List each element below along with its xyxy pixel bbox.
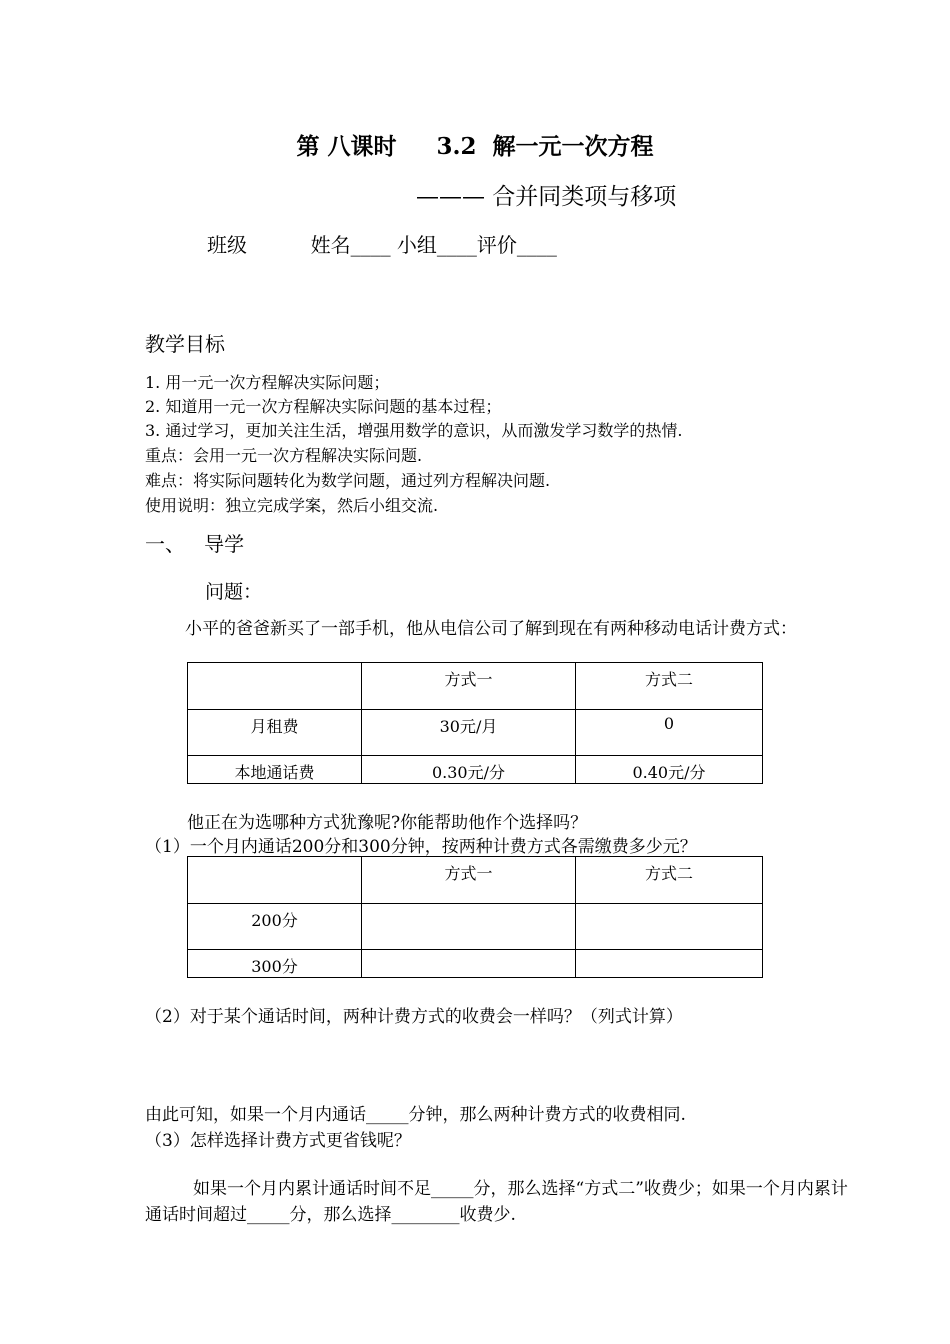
table-header-cell: 方式二 [576,857,763,904]
table-cell [362,904,576,950]
table-row [188,904,763,950]
question-3: （3）怎样选择计费方式更省钱呢？ [145,1131,411,1151]
difficulty-line: 难点：将实际问题转化为数学问题，通过列方程解决问题. [145,471,551,490]
table-cell: 30元/月 [362,710,576,756]
table-cell [576,904,763,950]
table-cell [188,663,362,710]
page-title: 第 八课时 3.2 解一元一次方程 [296,133,654,160]
pricing-table [187,662,763,784]
problem-label: 问题： [205,581,263,603]
problem-intro: 小平的爸爸新买了一部手机，他从电信公司了解到现在有两种移动电话计费方式： [185,619,797,639]
question-2: （2）对于某个通话时间，两种计费方式的收费会一样吗？（列式计算） [145,1007,683,1027]
usage-note-line: 使用说明：独立完成学案，然后小组交流. [145,496,439,515]
table-cell: 本地通话费 [188,756,362,784]
table-row [188,710,763,756]
table-cell [576,950,763,978]
table-cell: 300分 [188,950,362,978]
question-text: 他正在为选哪种方式犹豫呢?你能帮助他作个选择吗？ [187,813,588,833]
table-cell: 0.40元/分 [576,756,763,784]
student-info-line: 班级 姓名____ 小组____评价____ [207,233,557,257]
table-row [188,756,763,784]
key-point-line: 重点：会用一元一次方程解决实际问题. [145,446,423,465]
objectives-heading: 教学目标 [145,332,225,356]
section-one-heading: 一、 导学 [145,532,245,556]
conclusion-line: 由此可知，如果一个月内通话_____分钟，那么两种计费方式的收费相同. [145,1105,686,1125]
answer-table [187,856,763,978]
table-cell: 200分 [188,904,362,950]
page-subtitle: ——— 合并同类项与移项 [416,184,677,210]
question-1: （1）一个月内通话200分和300分钟，按两种计费方式各需缴费多少元？ [145,837,697,857]
table-cell: 0.30元/分 [362,756,576,784]
objective-line-1: 1. 用一元一次方程解决实际问题； [145,373,390,392]
objective-line-3: 3. 通过学习，更加关注生活，增强用数学的意识，从而激发学习数学的热情. [145,421,683,440]
table-header-cell: 方式二 [576,663,763,710]
table-header-cell: 方式一 [362,857,576,904]
table-cell [362,950,576,978]
table-cell: 0 [576,710,763,756]
table-row [188,950,763,978]
table-row [188,857,763,904]
table-row [188,663,763,710]
final-paragraph: 如果一个月内累计通话时间不足_____分，那么选择“方式二”收费少；如果一个月内累计通话时间超过_____分，那么选择________收费少. [145,1179,848,1225]
table-cell [188,857,362,904]
table-header-cell: 方式一 [362,663,576,710]
objective-line-2: 2. 知道用一元一次方程解决实际问题的基本过程； [145,397,502,416]
table-cell: 月租费 [188,710,362,756]
